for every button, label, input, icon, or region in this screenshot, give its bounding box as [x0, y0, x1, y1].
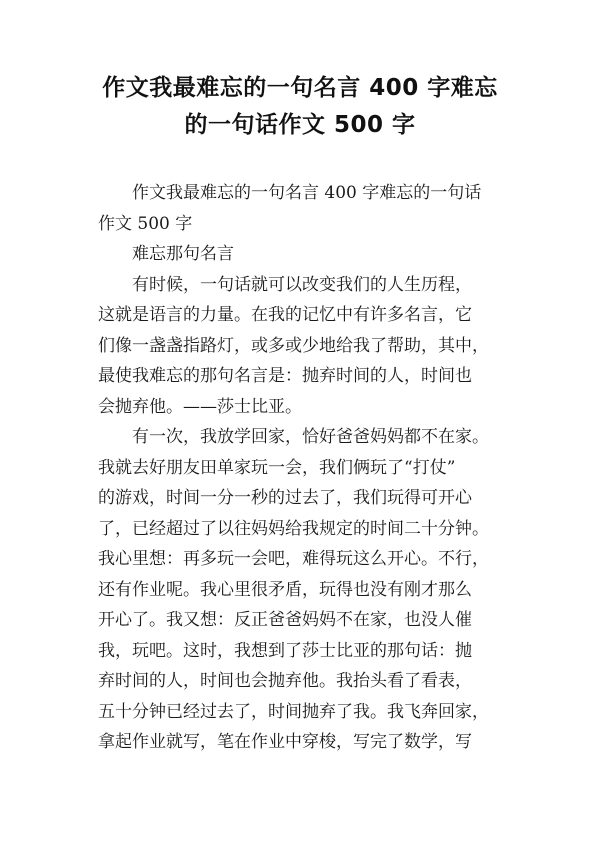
section-heading: 难忘那句名言 — [132, 244, 234, 264]
title-line-1: 作文我最难忘的一句名言 400 字难忘 — [102, 75, 498, 101]
body-line-18: 五十分钟已经过去了，时间抛弃了我。我飞奔回家， — [98, 701, 489, 722]
body-line-8: 会抛弃他。——莎士比亚。 — [98, 396, 302, 417]
body-line-6: 们像一盏盏指路灯，或多或少地给我了帮助，其中， — [98, 335, 489, 356]
title-line-2: 的一句话作文 500 字 — [184, 112, 416, 138]
body-line-16: 我，玩吧。这时，我想到了莎士比亚的那句话：抛 — [98, 640, 472, 661]
body-line-9: 有一次，我放学回家，恰好爸爸妈妈都不在家。 — [132, 427, 489, 447]
body-line-4: 有时候，一句话就可以改变我们的人生历程， — [132, 274, 472, 295]
body-line-17: 弃时间的人，时间也会抛弃他。我抬头看了看表， — [98, 671, 472, 691]
body-line-19: 拿起作业就写，笔在作业中穿梭，写完了数学，写 — [98, 732, 472, 752]
body-line-12: 了，已经超过了以往妈妈给我规定的时间二十分钟。 — [98, 518, 489, 539]
body-line-5: 这就是语言的力量。在我的记忆中有许多名言，它 — [98, 305, 472, 325]
body-line-11: 的游戏，时间一分一秒的过去了，我们玩得可开心 — [98, 488, 472, 508]
body-line-14: 还有作业呢。我心里很矛盾，玩得也没有刚才那么 — [98, 579, 472, 600]
document-body — [98, 178, 518, 758]
body-line-13: 我心里想：再多玩一会吧，难得玩这么开心。不行， — [98, 549, 489, 569]
body-line-15: 开心了。我又想：反正爸爸妈妈不在家，也没人催 — [98, 610, 472, 630]
document-title — [60, 70, 540, 144]
body-line-2: 作文 500 字 — [98, 213, 193, 234]
body-line-1: 作文我最难忘的一句名言 400 字难忘的一句话 — [132, 183, 482, 203]
body-line-7: 最使我难忘的那句名言是：抛弃时间的人，时间也 — [98, 366, 472, 386]
body-line-10: 我就去好朋友田单家玩一会，我们俩玩了“打仗” — [98, 457, 456, 478]
